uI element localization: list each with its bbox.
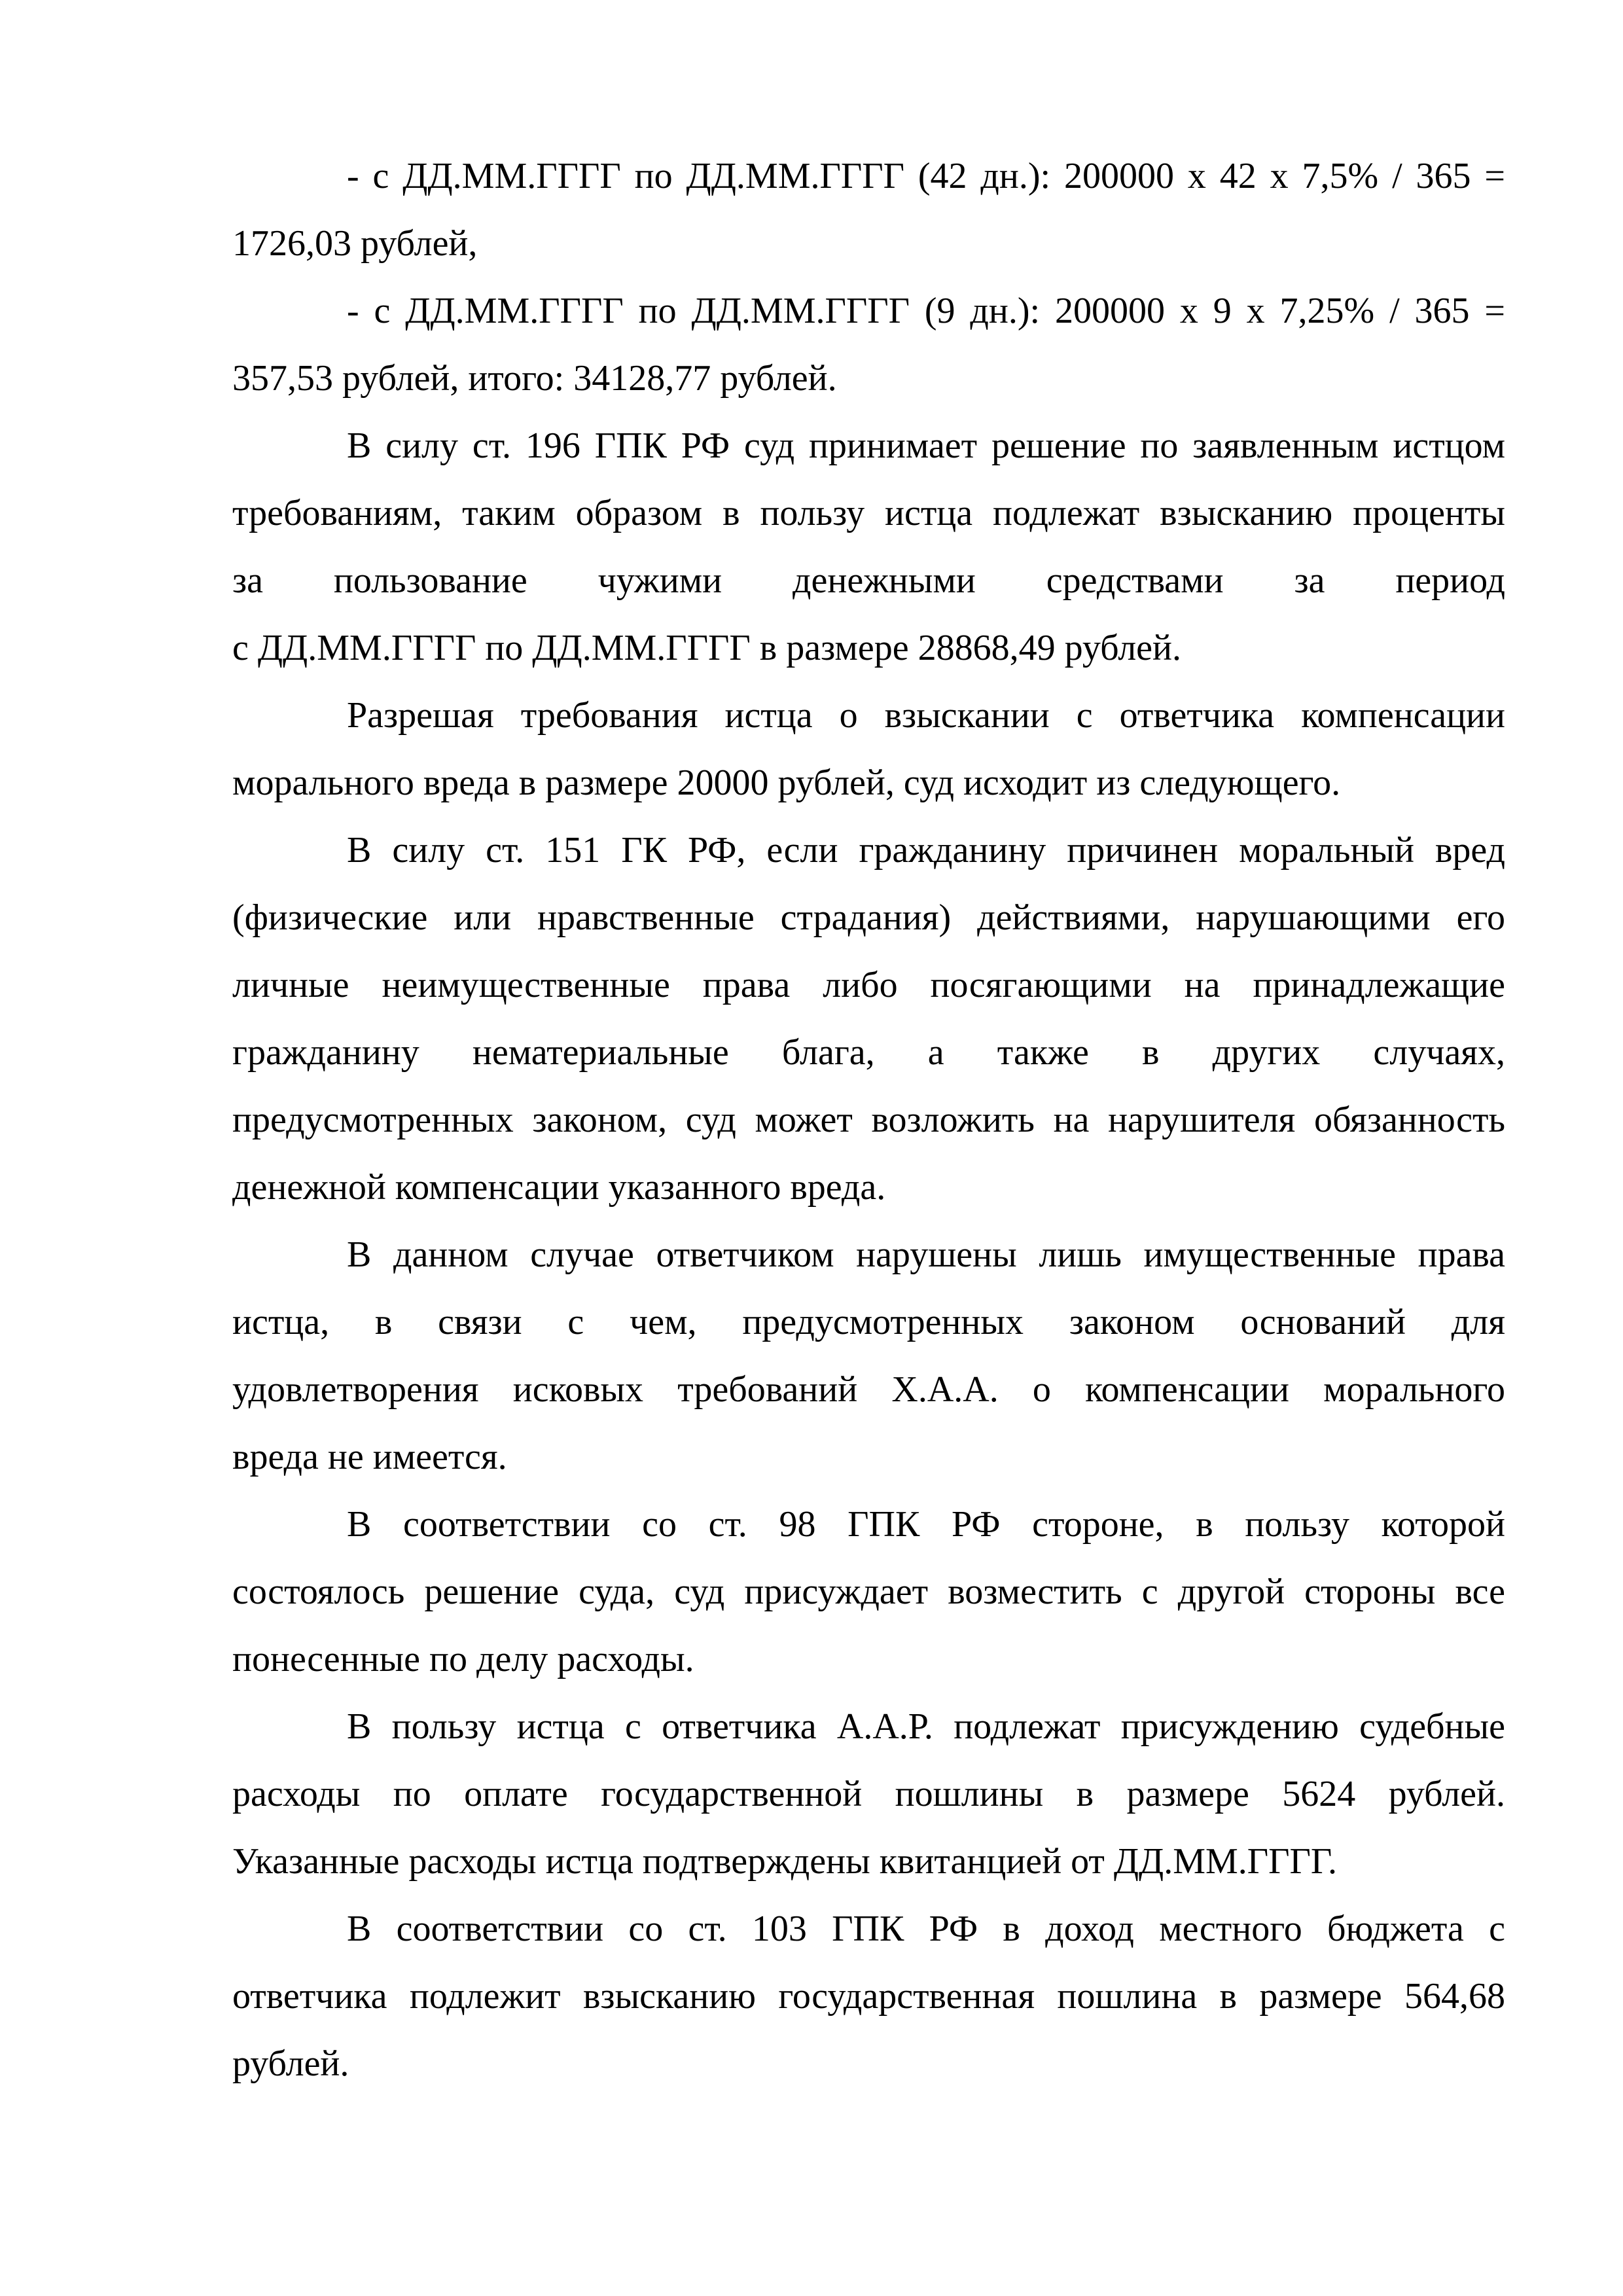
paragraph-2	[232, 278, 1505, 412]
text-line: В силу ст. 151 ГК РФ, если гражданину причинен моральный вред	[347, 830, 1505, 870]
text-line: расходы по оплате государственной пошлины в размере 5624 рублей.	[232, 1774, 1505, 1814]
text-line: Указанные расходы истца подтверждены квитанцией от ДД.ММ.ГГГГ.	[232, 1841, 1337, 1882]
paragraph-9	[232, 1895, 1505, 2098]
text-line: В соответствии со ст. 98 ГПК РФ стороне, в пользу которой	[347, 1504, 1505, 1545]
document-body	[232, 143, 1505, 2098]
text-line: удовлетворения исковых требований Х.А.А. о компенсации морального	[232, 1369, 1505, 1410]
text-line: В соответствии со ст. 103 ГПК РФ в доход местного бюджета с	[347, 1909, 1505, 1949]
text-line: 1726,03 рублей,	[232, 223, 478, 264]
paragraph-8	[232, 1693, 1505, 1895]
text-line: В силу ст. 196 ГПК РФ суд принимает решение по заявленным истцом	[347, 425, 1505, 466]
paragraph-1	[232, 143, 1505, 278]
text-line: (физические или нравственные страдания) действиями, нарушающими его	[232, 897, 1505, 938]
text-line: вреда не имеется.	[232, 1437, 507, 1477]
text-line: состоялось решение суда, суд присуждает возместить с другой стороны все	[232, 1571, 1505, 1612]
text-line: рублей.	[232, 2043, 349, 2084]
text-line: понесенные по делу расходы.	[232, 1639, 694, 1679]
text-line: предусмотренных законом, суд может возложить на нарушителя обязанность	[232, 1100, 1505, 1140]
text-line: - с ДД.ММ.ГГГГ по ДД.ММ.ГГГГ (42 дн.): 200000 х 42 х 7,5% / 365 =	[347, 156, 1505, 196]
text-line: требованиям, таким образом в пользу истца подлежат взысканию проценты	[232, 493, 1505, 533]
text-line: гражданину нематериальные блага, а также в других случаях,	[232, 1032, 1505, 1073]
paragraph-7	[232, 1491, 1505, 1693]
text-line: В пользу истца с ответчика А.А.Р. подлежат присуждению судебные	[347, 1706, 1505, 1747]
text-line: денежной компенсации указанного вреда.	[232, 1167, 886, 1208]
text-line: - с ДД.ММ.ГГГГ по ДД.ММ.ГГГГ (9 дн.): 200000 х 9 х 7,25% / 365 =	[347, 291, 1505, 331]
text-line: истца, в связи с чем, предусмотренных законом оснований для	[232, 1302, 1505, 1342]
text-line: личные неимущественные права либо посягающими на принадлежащие	[232, 965, 1505, 1005]
paragraph-3	[232, 412, 1505, 682]
paragraph-4	[232, 682, 1505, 817]
text-line: за пользование чужими денежными средствами за период	[232, 560, 1505, 601]
text-line: Разрешая требования истца о взыскании с ответчика компенсации	[347, 695, 1505, 736]
text-line: В данном случае ответчиком нарушены лишь имущественные права	[347, 1234, 1505, 1275]
paragraph-6	[232, 1221, 1505, 1491]
text-line: ответчика подлежит взысканию государственная пошлина в размере 564,68	[232, 1976, 1505, 2017]
paragraph-5	[232, 817, 1505, 1221]
text-line: с ДД.ММ.ГГГГ по ДД.ММ.ГГГГ в размере 28868,49 рублей.	[232, 628, 1181, 668]
text-line: морального вреда в размере 20000 рублей, суд исходит из следующего.	[232, 762, 1341, 803]
text-line: 357,53 рублей, итого: 34128,77 рублей.	[232, 358, 837, 399]
